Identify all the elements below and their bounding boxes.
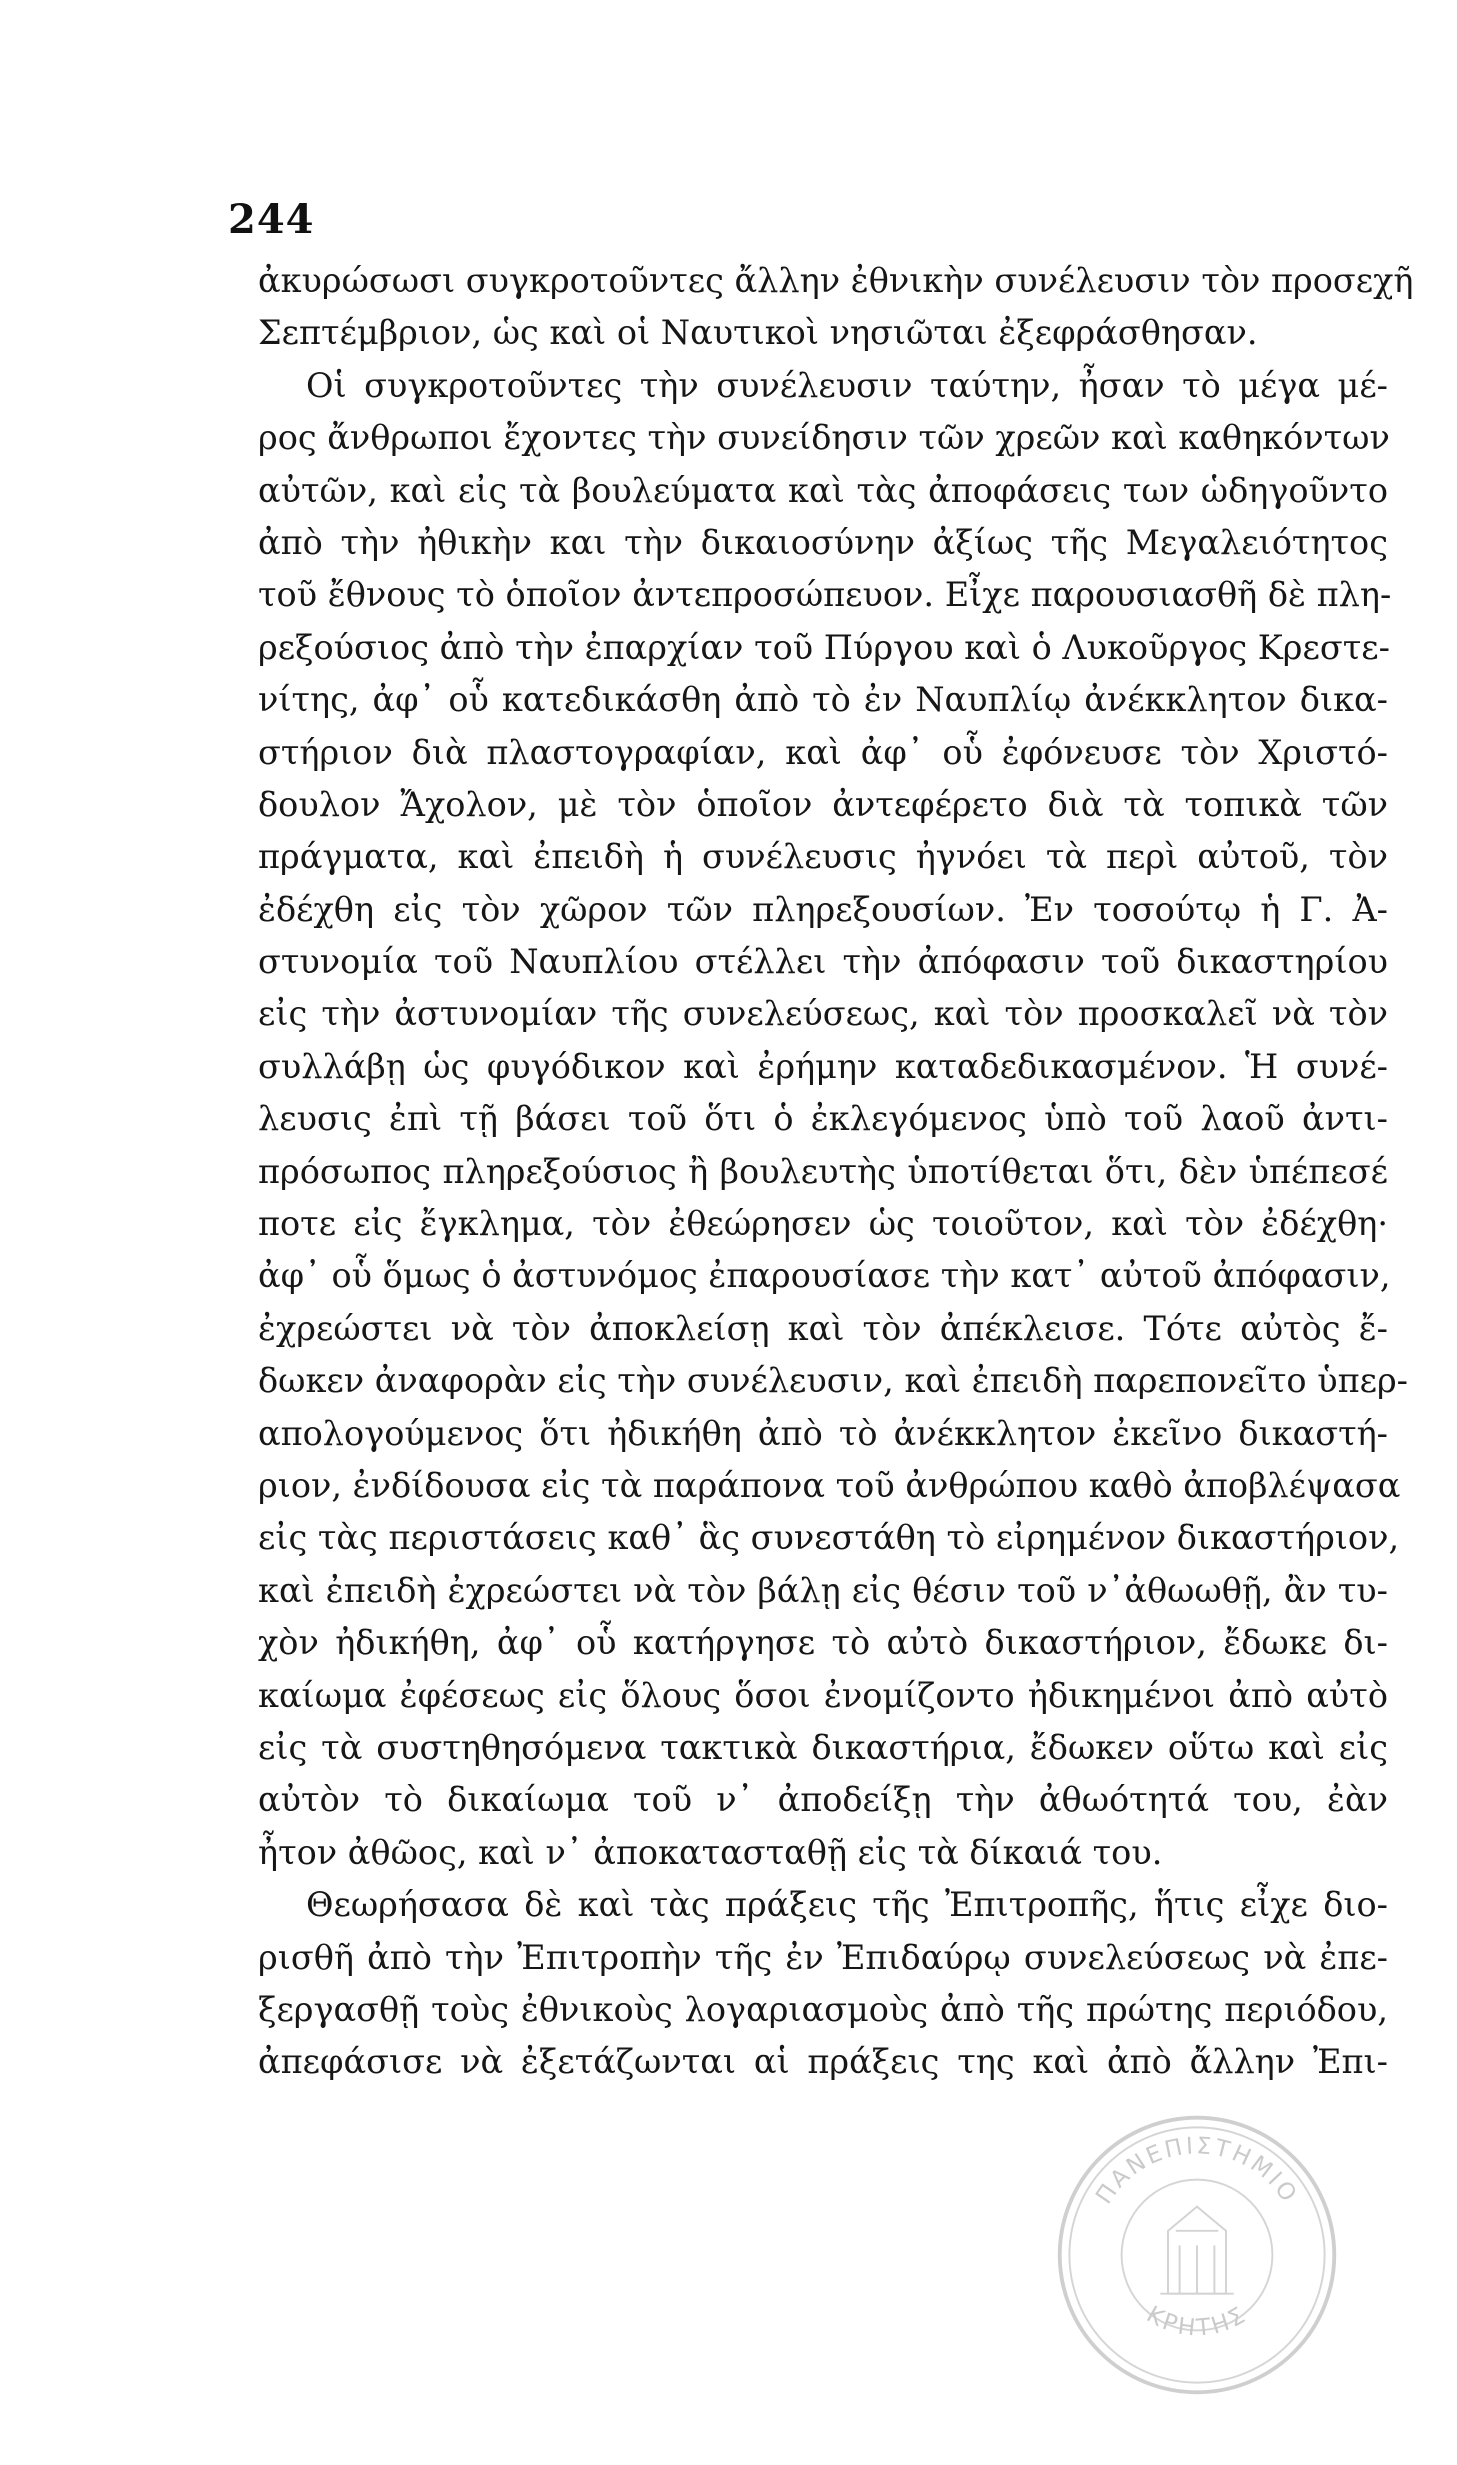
text-line: ἀπὸ τὴν ἠθικὴν και τὴν δικαιοσύνην ἀξίως τῆς Μεγαλειότητος [258,522,1388,562]
text-line: πρόσωπος πληρεξούσιος ἢ βουλευτὴς ὑποτίθεται ὅτι, δὲν ὑπέπεσέ [258,1151,1388,1191]
text-line: ἀκυρώσωσι συγκροτοῦντες ἄλλην ἐθνικὴν συνέλευσιν τὸν προσεχῆ [258,261,1414,300]
text-line: χὸν ἠδικήθη, ἀφ᾿ οὗ κατήργησε τὸ αὐτὸ δικαστήριον, ἔδωκε δι- [258,1623,1388,1663]
text-line: εἰς τὰς περιστάσεις καθ᾿ ἃς συνεστάθη τὸ εἰρημένον δικαστήριον, [258,1518,1400,1558]
svg-text:ΚΡΗΤΗΣ [1142,2301,1252,2342]
text-line: τοῦ ἔθνους τὸ ὁποῖον ἀντεπροσώπευον. Εἶχε παρουσιασθῆ δὲ πλη- [258,575,1392,615]
text-line: αὐτὸν τὸ δικαίωμα τοῦ ν᾿ ἀποδείξῃ τὴν ἀθωότητά του, ἐὰν [258,1780,1388,1820]
text-line: στήριον διὰ πλαστογραφίαν, καὶ ἀφ᾿ οὗ ἐφόνευσε τὸν Χριστό- [258,732,1388,772]
text-line: καὶ ἐπειδὴ ἐχρεώστει νὰ τὸν βάλῃ εἰς θέσιν τοῦ ν᾿ἀθωωθῇ, ἂν τυ- [258,1570,1388,1610]
text-line: εἰς τὰ συστηθησόμενα τακτικὰ δικαστήρια, ἔδωκεν οὕτω καὶ εἰς [258,1727,1388,1767]
text-line: απολογούμενος ὅτι ἠδικήθη ἀπὸ τὸ ἀνέκκλητον ἐκεῖνο δικαστή- [258,1413,1388,1453]
text-line: πράγματα, καὶ ἐπειδὴ ἡ συνέλευσις ἠγνόει τὰ περὶ αὐτοῦ, τὸν [258,837,1388,877]
text-line: ξεργασθῇ τοὺς ἐθνικοὺς λογαριασμοὺς ἀπὸ τῆς πρώτης περιόδου, [258,1989,1388,2029]
text-line: Οἱ συγκροτοῦντες τὴν συνέλευσιν ταύτην, ἦσαν τὸ μέγα μέ- [306,365,1388,405]
page-number: 244 [228,196,315,243]
text-line: δουλον Ἄχολον, μὲ τὸν ὁποῖον ἀντεφέρετο διὰ τὰ τοπικὰ τῶν [258,784,1388,824]
text-line: ἦτον ἀθῶος, καὶ ν᾿ ἀποκατασταθῇ εἰς τὰ δίκαιά του. [258,1832,1163,1872]
text-line: ρισθῆ ἀπὸ τὴν Ἐπιτροπὴν τῆς ἐν Ἐπιδαύρῳ συνελεύσεως νὰ ἐπε- [258,1937,1388,1977]
text-line: ἀπεφάσισε νὰ ἐξετάζωνται αἱ πράξεις της καὶ ἀπὸ ἄλλην Ἐπι- [258,2042,1388,2082]
svg-text:ΠΑΝΕΠΙΣΤΗΜΙΟ [1091,2132,1304,2209]
text-line: στυνομία τοῦ Ναυπλίου στέλλει τὴν ἀπόφασιν τοῦ δικαστηρίου [258,942,1388,982]
text-line: Σεπτέμβριον, ὡς καὶ οἱ Ναυτικοὶ νησιῶται ἐξεφράσθησαν. [258,313,1258,353]
text-line: ρεξούσιος ἀπὸ τὴν ἐπαρχίαν τοῦ Πύργου καὶ ὁ Λυκοῦργος Κρεστε- [258,627,1390,667]
text-line: Θεωρήσασα δὲ καὶ τὰς πράξεις τῆς Ἐπιτροπῆς, ἥτις εἶχε διο- [306,1885,1388,1925]
text-line: ἀφ᾿ οὗ ὅμως ὁ ἀστυνόμος ἐπαρουσίασε τὴν κατ᾿ αὐτοῦ ἀπόφασιν, [258,1256,1391,1296]
seal-text-bottom: ΚΡΗΤΗΣ [1142,2300,1252,2342]
text-line: ριον, ἐνδίδουσα εἰς τὰ παράπονα τοῦ ἀνθρώπου καθὸ ἀποβλέψασα [258,1465,1401,1505]
text-line: εἰς τὴν ἀστυνομίαν τῆς συνελεύσεως, καὶ τὸν προσκαλεῖ νὰ τὸν [258,994,1388,1034]
text-line: καίωμα ἐφέσεως εἰς ὅλους ὅσοι ἐνομίζοντο ἠδικημένοι ἀπὸ αὐτὸ [258,1675,1388,1715]
text-line: ἐδέχθη εἰς τὸν χῶρον τῶν πληρεξουσίων. Ἐν τοσούτῳ ἡ Γ. Ἀ- [258,889,1388,929]
text-line: ποτε εἰς ἔγκλημα, τὸν ἐθεώρησεν ὡς τοιοῦτον, καὶ τὸν ἐδέχθη· [258,1204,1388,1244]
text-line: νίτης, ἀφ᾿ οὗ κατεδικάσθη ἀπὸ τὸ ἐν Ναυπλίῳ ἀνέκκλητον δικα- [258,680,1388,720]
text-line: ἐχρεώστει νὰ τὸν ἀποκλείσῃ καὶ τὸν ἀπέκλεισε. Τότε αὐτὸς ἔ- [258,1308,1388,1348]
body-text [258,255,1414,2089]
university-seal-stamp [1052,2110,1342,2400]
text-line: αὐτῶν, καὶ εἰς τὰ βουλεύματα καὶ τὰς ἀποφάσεις των ὡδηγοῦντο [258,470,1388,510]
seal-text-top: ΠΑΝΕΠΙΣΤΗΜΙΟ [1090,2132,1304,2209]
text-line: λευσις ἐπὶ τῇ βάσει τοῦ ὅτι ὁ ἐκλεγόμενος ὑπὸ τοῦ λαοῦ ἀντι- [258,1099,1388,1139]
text-line: ρος ἄνθρωποι ἔχοντες τὴν συνείδησιν τῶν χρεῶν καὶ καθηκόντων [258,418,1390,458]
text-line: συλλάβῃ ὡς φυγόδικον καὶ ἐρήμην καταδεδικασμένον. Ἡ συνέ- [258,1046,1388,1086]
text-line: δωκεν ἀναφορὰν εἰς τὴν συνέλευσιν, καὶ ἐπειδὴ παρεπονεῖτο ὑπερ- [258,1361,1408,1401]
